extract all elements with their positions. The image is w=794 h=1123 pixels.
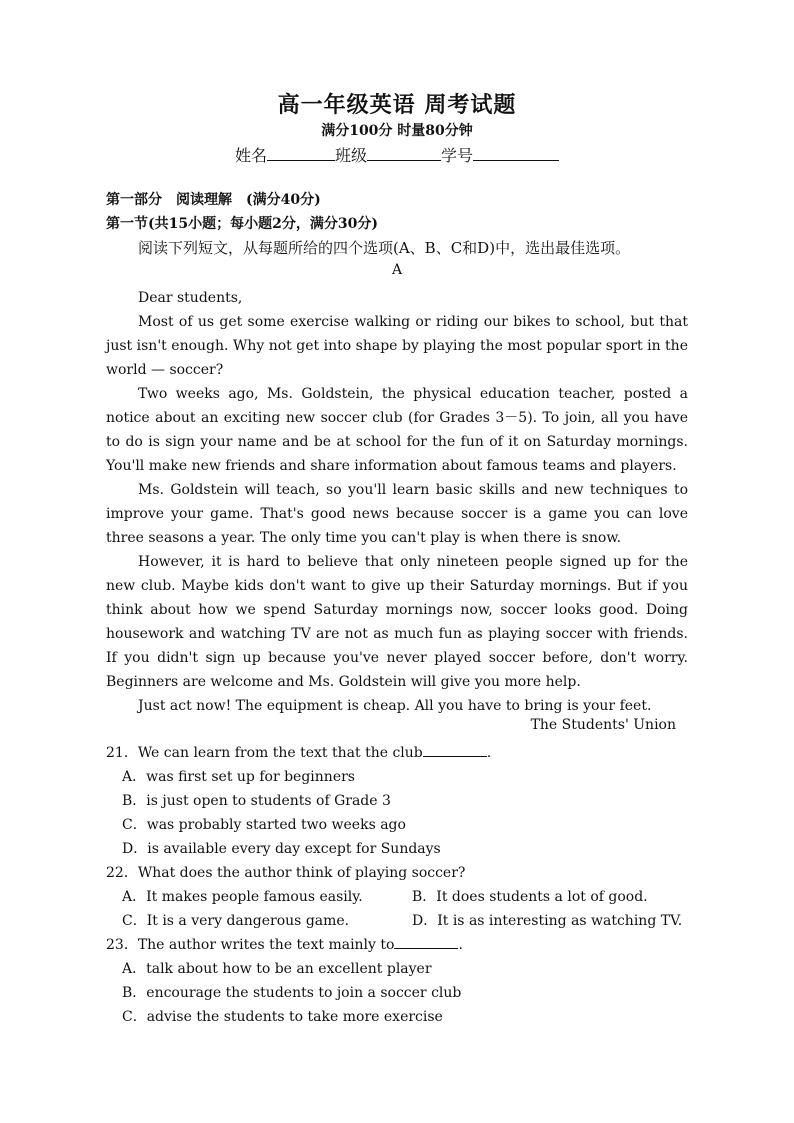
exam-subtitle: 满分100分 时量80分钟 <box>321 123 473 139</box>
passage-paragraph: Two weeks ago, Ms. Goldstein, the physical education teacher, posted a notice about an exciting new soccer club (for Grades 3－5). To join, all you have to do is sign your name and be at school for the fun of it on Saturday mornings. You'll make new friends and share information about famous teams and players. <box>106 386 688 474</box>
option-23-c[interactable]: C．advise the students to take more exercise <box>122 1009 443 1025</box>
option-23-b[interactable]: B．encourage the students to join a soccer club <box>122 985 462 1001</box>
question-22 <box>106 861 465 885</box>
section-heading: 第一节(共15小题；每小题2分，满分30分) <box>106 216 378 232</box>
id-blank[interactable] <box>473 146 559 161</box>
answer-blank[interactable] <box>423 742 487 757</box>
passage-signature: The Students' Union <box>530 717 676 733</box>
name-label: 姓名 <box>234 146 267 165</box>
passage-paragraph: Most of us get some exercise walking or riding our bikes to school, but that just isn't enough. Why not get into shape by playing the most popular sport in the world — soccer? <box>106 314 688 378</box>
passage-paragraph: However, it is hard to believe that only nineteen people signed up for the new club. Maybe kids don't want to give up their Saturday mornings. But if you think about how we spend Saturday mornings now, soccer looks good. Doing housework and watching TV are not as much fun as playing soccer with friends. If you didn't sign up because you've never played soccer before, don't worry. Beginners are welcome and Ms. Goldstein will give you more help. <box>106 554 688 690</box>
class-blank[interactable] <box>367 146 441 161</box>
passage-greeting: Dear students, <box>138 290 243 306</box>
passage-paragraph: Just act now! The equipment is cheap. All you have to bring is your feet. <box>138 698 652 714</box>
option-21-c[interactable]: C．was probably started two weeks ago <box>122 817 406 833</box>
option-23-a[interactable]: A．talk about how to be an excellent player <box>122 961 432 977</box>
passage-paragraph: Ms. Goldstein will teach, so you'll learn basic skills and new techniques to improve your game. That's good news because soccer is a game you can love three seasons a year. The only time you can't play is when there is snow. <box>106 482 688 546</box>
option-22-c[interactable]: C．It is a very dangerous game. <box>122 913 350 929</box>
option-22-a[interactable]: A．It makes people famous easily. <box>122 889 363 905</box>
option-21-b[interactable]: B．is just open to students of Grade 3 <box>122 793 391 809</box>
exam-title: 高一年级英语 周考试题 <box>277 92 517 118</box>
class-label: 班级 <box>334 146 367 165</box>
passage <box>106 286 688 718</box>
option-21-a[interactable]: A．was first set up for beginners <box>122 769 355 785</box>
passage-label: A <box>391 262 403 278</box>
id-label: 学号 <box>441 146 474 165</box>
question-stem: 23．The author writes the text mainly to <box>106 937 395 953</box>
option-22-b[interactable]: B．It does students a lot of good. <box>412 889 648 905</box>
part-heading: 第一部分 阅读理解 (满分40分) <box>106 192 321 208</box>
instruction: 阅读下列短文，从每题所给的四个选项(A、B、C和D)中，选出最佳选项。 <box>138 239 631 257</box>
question-stem: 21．We can learn from the text that the club <box>106 745 423 761</box>
student-info-line <box>0 143 794 166</box>
question-23: 23．The author writes the text mainly to . <box>106 933 463 957</box>
question-stem: 22．What does the author think of playing soccer? <box>106 865 466 881</box>
answer-blank[interactable] <box>394 934 458 949</box>
question-21: 21．We can learn from the text that the club . <box>106 741 491 765</box>
option-21-d[interactable]: D．is available every day except for Sundays <box>122 841 441 857</box>
option-22-d[interactable]: D．It is as interesting as watching TV. <box>412 913 683 929</box>
name-blank[interactable] <box>267 146 335 161</box>
